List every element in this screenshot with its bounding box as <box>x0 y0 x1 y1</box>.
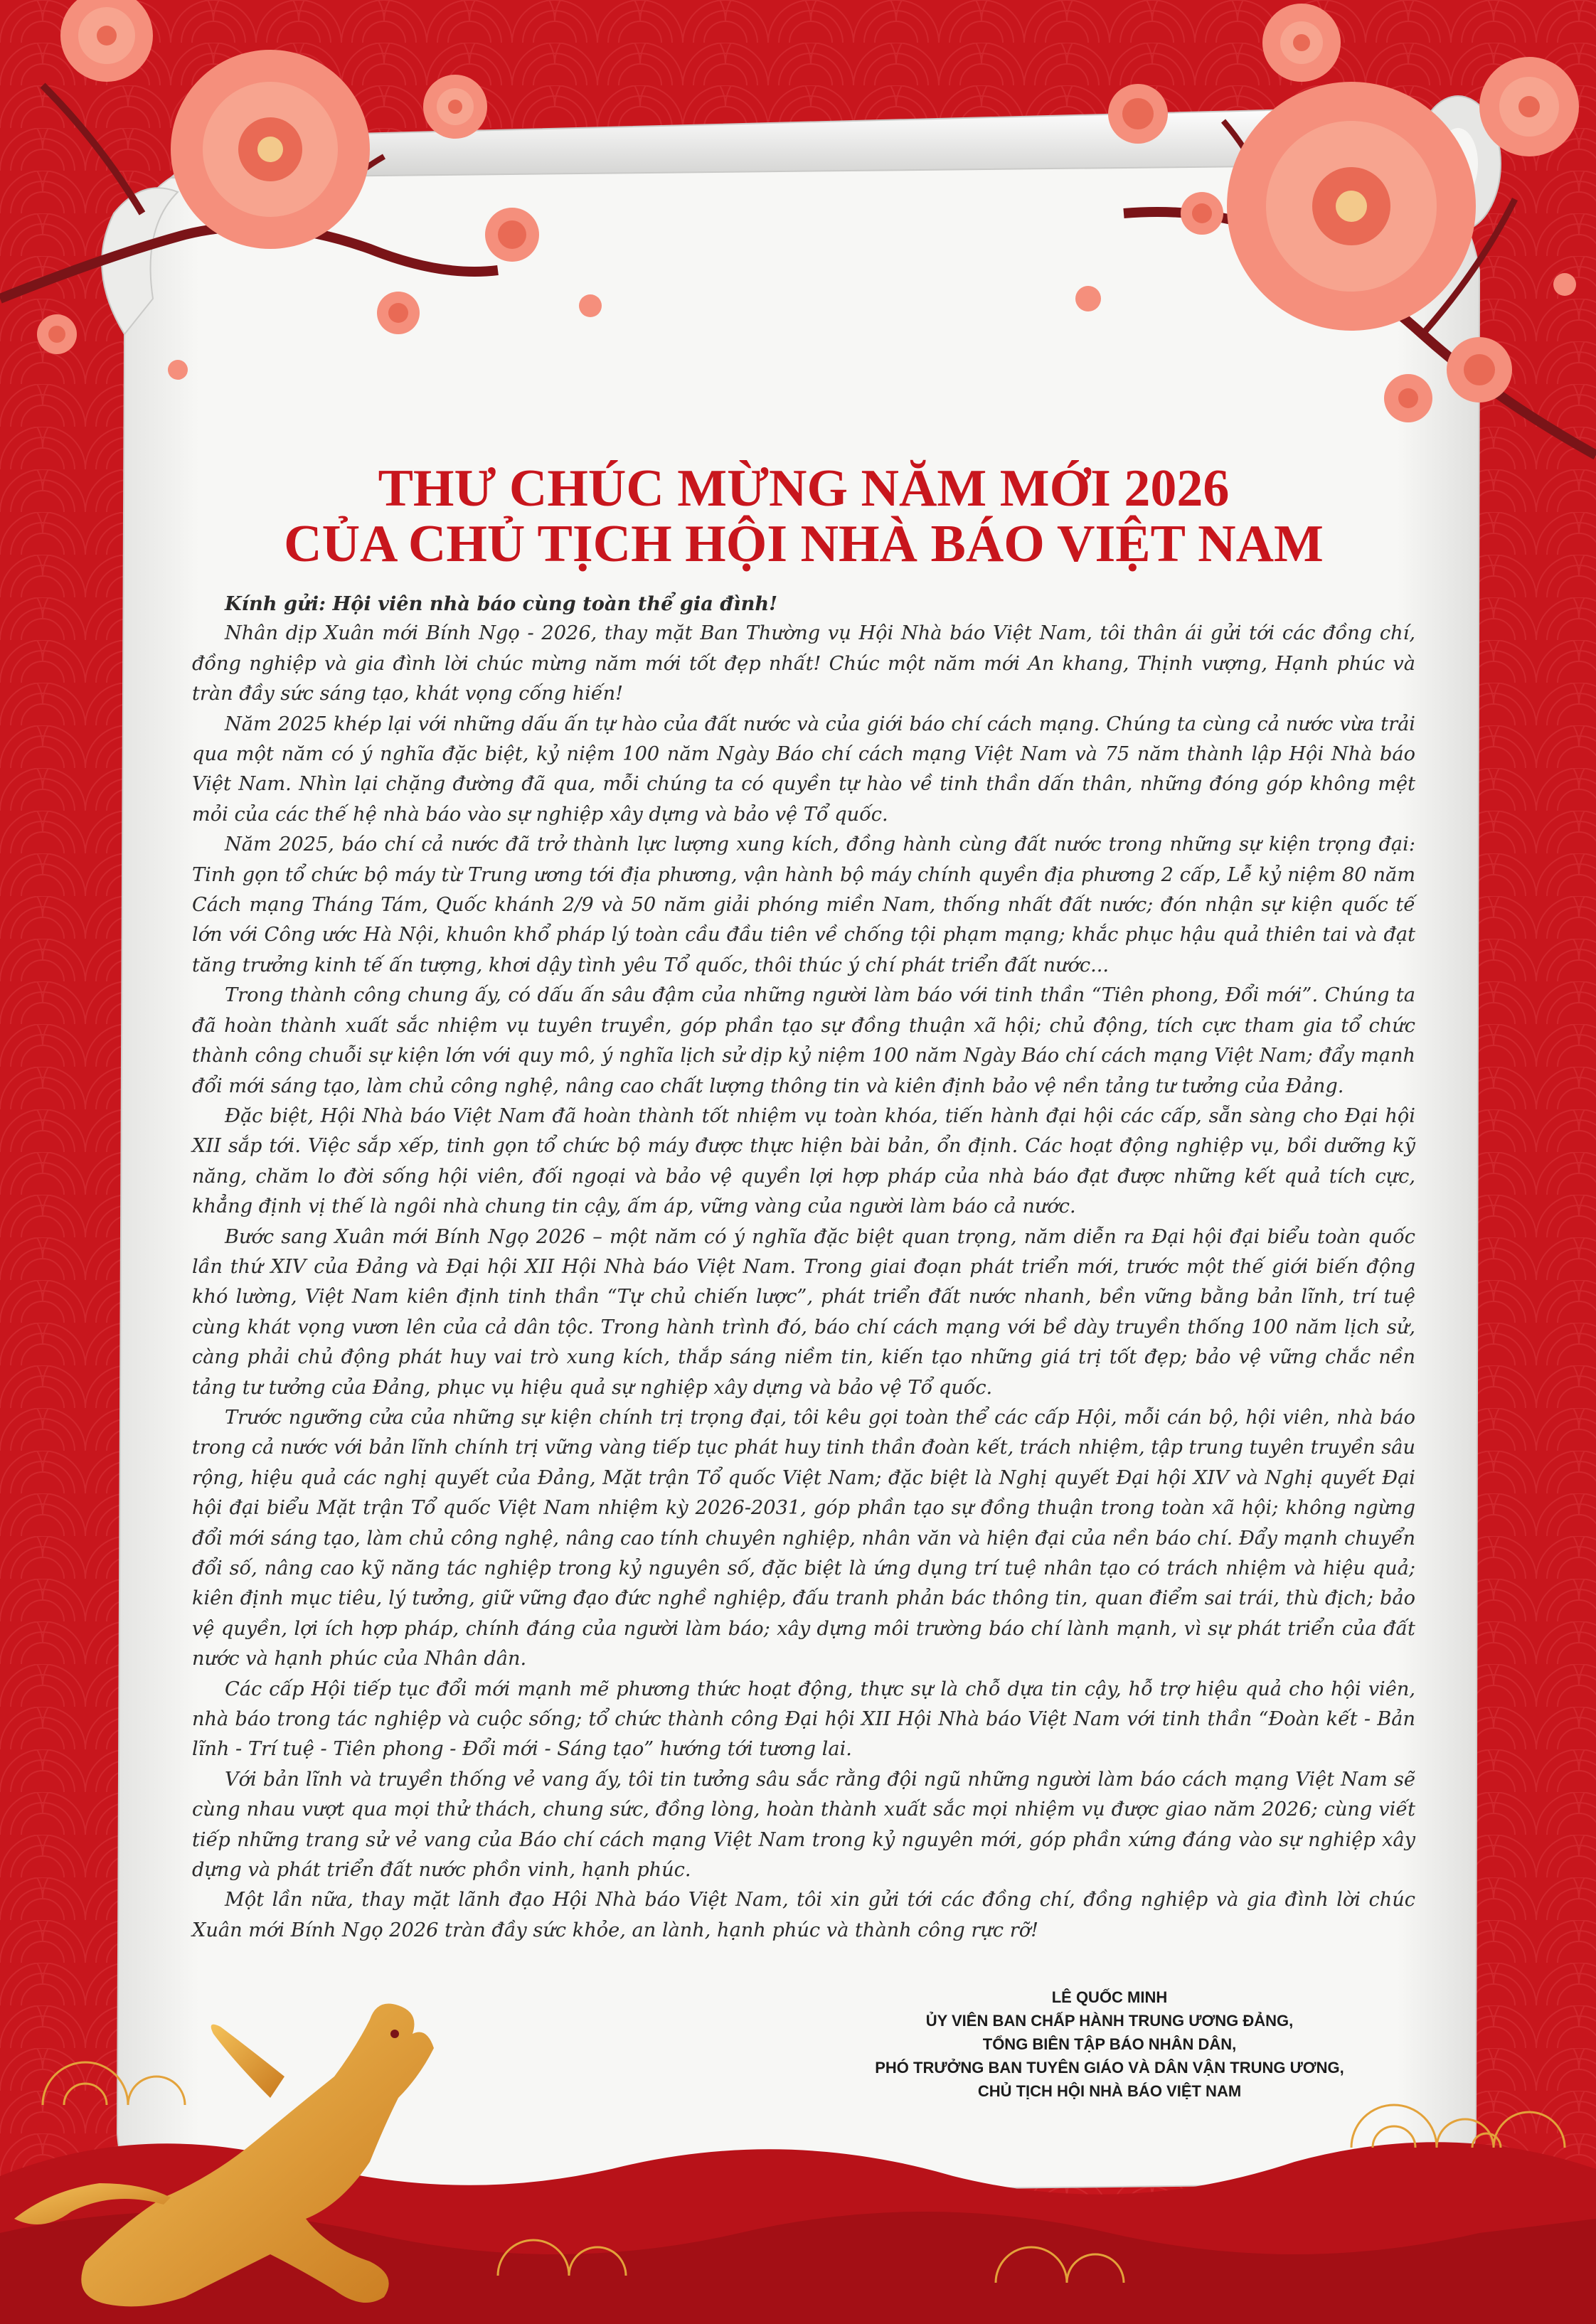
signature-title: TỔNG BIÊN TẬP BÁO NHÂN DÂN, <box>982 2035 1237 2053</box>
letter-greeting: Kính gửi: Hội viên nhà báo cùng toàn thể gia đình! <box>225 592 778 615</box>
letter-paragraph: Bước sang Xuân mới Bính Ngọ 2026 – một năm có ý nghĩa đặc biệt quan trọng, năm diễn ra Đại hội đại biểu toàn quốc lần thứ XIV của Đảng và Đại hội XII Hội Nhà báo Việt Nam. Trong giai đoạn phát triển mới, trước một thế giới biến động khó lường, Việt Nam kiên định tinh thần “Tự chủ chiến lược”, phát triển đất nước nhanh, bền vững bằng bản lĩnh, trí tuệ cùng khát vọng vươn lên của cả dân tộc. Trong hành trình đó, báo chí cách mạng với bề dày truyền thống 100 năm lịch sử, càng phải chủ động phát huy vai trò xung kích, thắp sáng niềm tin, kiến tạo những giá trị tốt đẹp; bảo vệ vững chắc nền tảng tư tưởng của Đảng, phục vụ hiệu quả sự nghiệp xây dựng và bảo vệ Tổ quốc. <box>192 1225 1415 1399</box>
letter-title-line-1: THƯ CHÚC MỪNG NĂM MỚI 2026 <box>378 459 1230 518</box>
signature-title: PHÓ TRƯỞNG BAN TUYÊN GIÁO VÀ DÂN VẬN TRUNG ƯƠNG, <box>875 2059 1344 2077</box>
letter-paragraph: Nhân dịp Xuân mới Bính Ngọ - 2026, thay mặt Ban Thường vụ Hội Nhà báo Việt Nam, tôi thân ái gửi tới các đồng chí, đồng nghiệp và gia đình lời chúc mừng năm mới tốt đẹp nhất! Chúc một năm mới An khang, Thịnh vượng, Hạnh phúc và tràn đầy sức sáng tạo, khát vọng cống hiến! <box>192 622 1415 705</box>
signature-title: CHỦ TỊCH HỘI NHÀ BÁO VIỆT NAM <box>977 2082 1242 2100</box>
letter-paragraph: Một lần nữa, thay mặt lãnh đạo Hội Nhà báo Việt Nam, tôi xin gửi tới các đồng chí, đồng nghiệp và gia đình lời chúc Xuân mới Bính Ngọ 2026 tràn đầy sức khỏe, an lành, hạnh phúc và thành công rực rỡ! <box>192 1889 1415 1941</box>
letter-paragraph: Trước ngưỡng cửa của những sự kiện chính trị trọng đại, tôi kêu gọi toàn thể các cấp Hội, mỗi cán bộ, hội viên, nhà báo trong cả nước với bản lĩnh chính trị vững vàng tiếp tục phát huy tinh thần đoàn kết, trách nhiệm, tập trung tuyên truyền sâu rộng, hiệu quả các nghị quyết của Đảng, Mặt trận Tổ quốc Việt Nam; đặc biệt là Nghị quyết Đại hội XIV và Nghị quyết Đại hội đại biểu Mặt trận Tổ quốc Việt Nam nhiệm kỳ 2026-2031, góp phần tạo sự đồng thuận trong toàn xã hội; không ngừng đổi mới sáng tạo, làm chủ công nghệ, nâng cao tính chuyên nghiệp, nhân văn và hiện đại của nền báo chí. Đẩy mạnh chuyển đổi số, nâng cao kỹ năng tác nghiệp trong kỷ nguyên số, đặc biệt là ứng dụng trí tuệ nhân tạo có trách nhiệm và hiệu quả; kiên định mục tiêu, lý tưởng, giữ vững đạo đức nghề nghiệp, đấu tranh phản bác thông tin, quan điểm sai trái, thù địch; bảo vệ quyền, lợi ích hợp pháp, chính đáng của người làm báo; xây dựng môi trường báo chí lành mạnh, vì sự phát triển của đất nước và hạnh phúc của Nhân dân. <box>192 1406 1415 1670</box>
letter-paragraph: Trong thành công chung ấy, có dấu ấn sâu đậm của những người làm báo với tinh thần “Tiên phong, Đổi mới”. Chúng ta đã hoàn thành xuất sắc nhiệm vụ tuyên truyền, góp phần tạo sự đồng thuận xã hội; chủ động, tích cực tham gia tổ chức thành công chuỗi sự kiện lớn với quy mô, ý nghĩa lịch sử dịp kỷ niệm 100 năm Ngày Báo chí cách mạng Việt Nam; đẩy mạnh đổi mới sáng tạo, làm chủ công nghệ, nâng cao chất lượng thông tin và kiên định bảo vệ nền tảng tư tưởng của Đảng. <box>192 984 1415 1097</box>
letter-paragraph: Đặc biệt, Hội Nhà báo Việt Nam đã hoàn thành tốt nhiệm vụ toàn khóa, tiến hành đại hội các cấp, sẵn sàng cho Đại hội XII sắp tới. Việc sắp xếp, tinh gọn tổ chức bộ máy được thực hiện bài bản, ổn định. Các hoạt động nghiệp vụ, bồi dưỡng kỹ năng, chăm lo đời sống hội viên, đối ngoại và bảo vệ quyền lợi hợp pháp của nhà báo đạt được những kết quả tích cực, khẳng định vị thế là ngôi nhà chung tin cậy, ấm áp, vững vàng của người làm báo cả nước. <box>192 1104 1415 1218</box>
letter-paragraph: Năm 2025 khép lại với những dấu ấn tự hào của đất nước và của giới báo chí cách mạng. Chúng ta cùng cả nước vừa trải qua một năm có ý nghĩa đặc biệt, kỷ niệm 100 năm Ngày Báo chí cách mạng Việt Nam và 75 năm thành lập Hội Nhà báo Việt Nam. Nhìn lại chặng đường đã qua, mỗi chúng ta có quyền tự hào về tinh thần dấn thân, những đóng góp không mệt mỏi của các thế hệ nhà báo vào sự nghiệp xây dựng và bảo vệ Tổ quốc. <box>192 713 1415 826</box>
letter-paragraph: Với bản lĩnh và truyền thống vẻ vang ấy, tôi tin tưởng sâu sắc rằng đội ngũ những người làm báo cách mạng Việt Nam sẽ cùng nhau vượt qua mọi thử thách, chung sức, đồng lòng, hoàn thành xuất sắc mọi nhiệm vụ được giao năm 2026; cùng viết tiếp những trang sử vẻ vang của Báo chí cách mạng Việt Nam trong kỷ nguyên mới, góp phần xứng đáng vào sự nghiệp xây dựng và phát triển đất nước phồn vinh, hạnh phúc. <box>192 1768 1415 1882</box>
signature-title: ỦY VIÊN BAN CHẤP HÀNH TRUNG ƯƠNG ĐẢNG, <box>925 2012 1294 2030</box>
signature-name: LÊ QUỐC MINH <box>1051 1988 1168 2006</box>
letter-paragraph: Các cấp Hội tiếp tục đổi mới mạnh mẽ phương thức hoạt động, thực sự là chỗ dựa tin cậy, hỗ trợ hiệu quả cho hội viên, nhà báo trong tác nghiệp và cuộc sống; tổ chức thành công Đại hội XII Hội Nhà báo Việt Nam với tinh thần “Đoàn kết - Bản lĩnh - Trí tuệ - Tiên phong - Đổi mới - Sáng tạo” hướng tới tương lai. <box>192 1678 1415 1761</box>
letter-title-line-2: CỦA CHỦ TỊCH HỘI NHÀ BÁO VIỆT NAM <box>284 515 1324 573</box>
signature-block <box>839 1985 1380 2103</box>
letter-body <box>192 589 1415 1946</box>
letter-paragraph: Năm 2025, báo chí cả nước đã trở thành lực lượng xung kích, đồng hành cùng đất nước trong những sự kiện trọng đại: Tinh gọn tổ chức bộ máy từ Trung ương tới địa phương, vận hành bộ máy chính quyền địa phương 2 cấp, Lễ kỷ niệm 80 năm Cách mạng Tháng Tám, Quốc khánh 2/9 và 50 năm giải phóng miền Nam, thống nhất đất nước; đón nhận sự kiện quốc tế lớn với Công ước Hà Nội, khuôn khổ pháp lý toàn cầu đầu tiên về chống tội phạm mạng; khắc phục hậu quả thiên tai và đạt tăng trưởng kinh tế ấn tượng, khơi dậy tình yêu Tổ quốc, thôi thúc ý chí phát triển đất nước... <box>192 833 1415 976</box>
